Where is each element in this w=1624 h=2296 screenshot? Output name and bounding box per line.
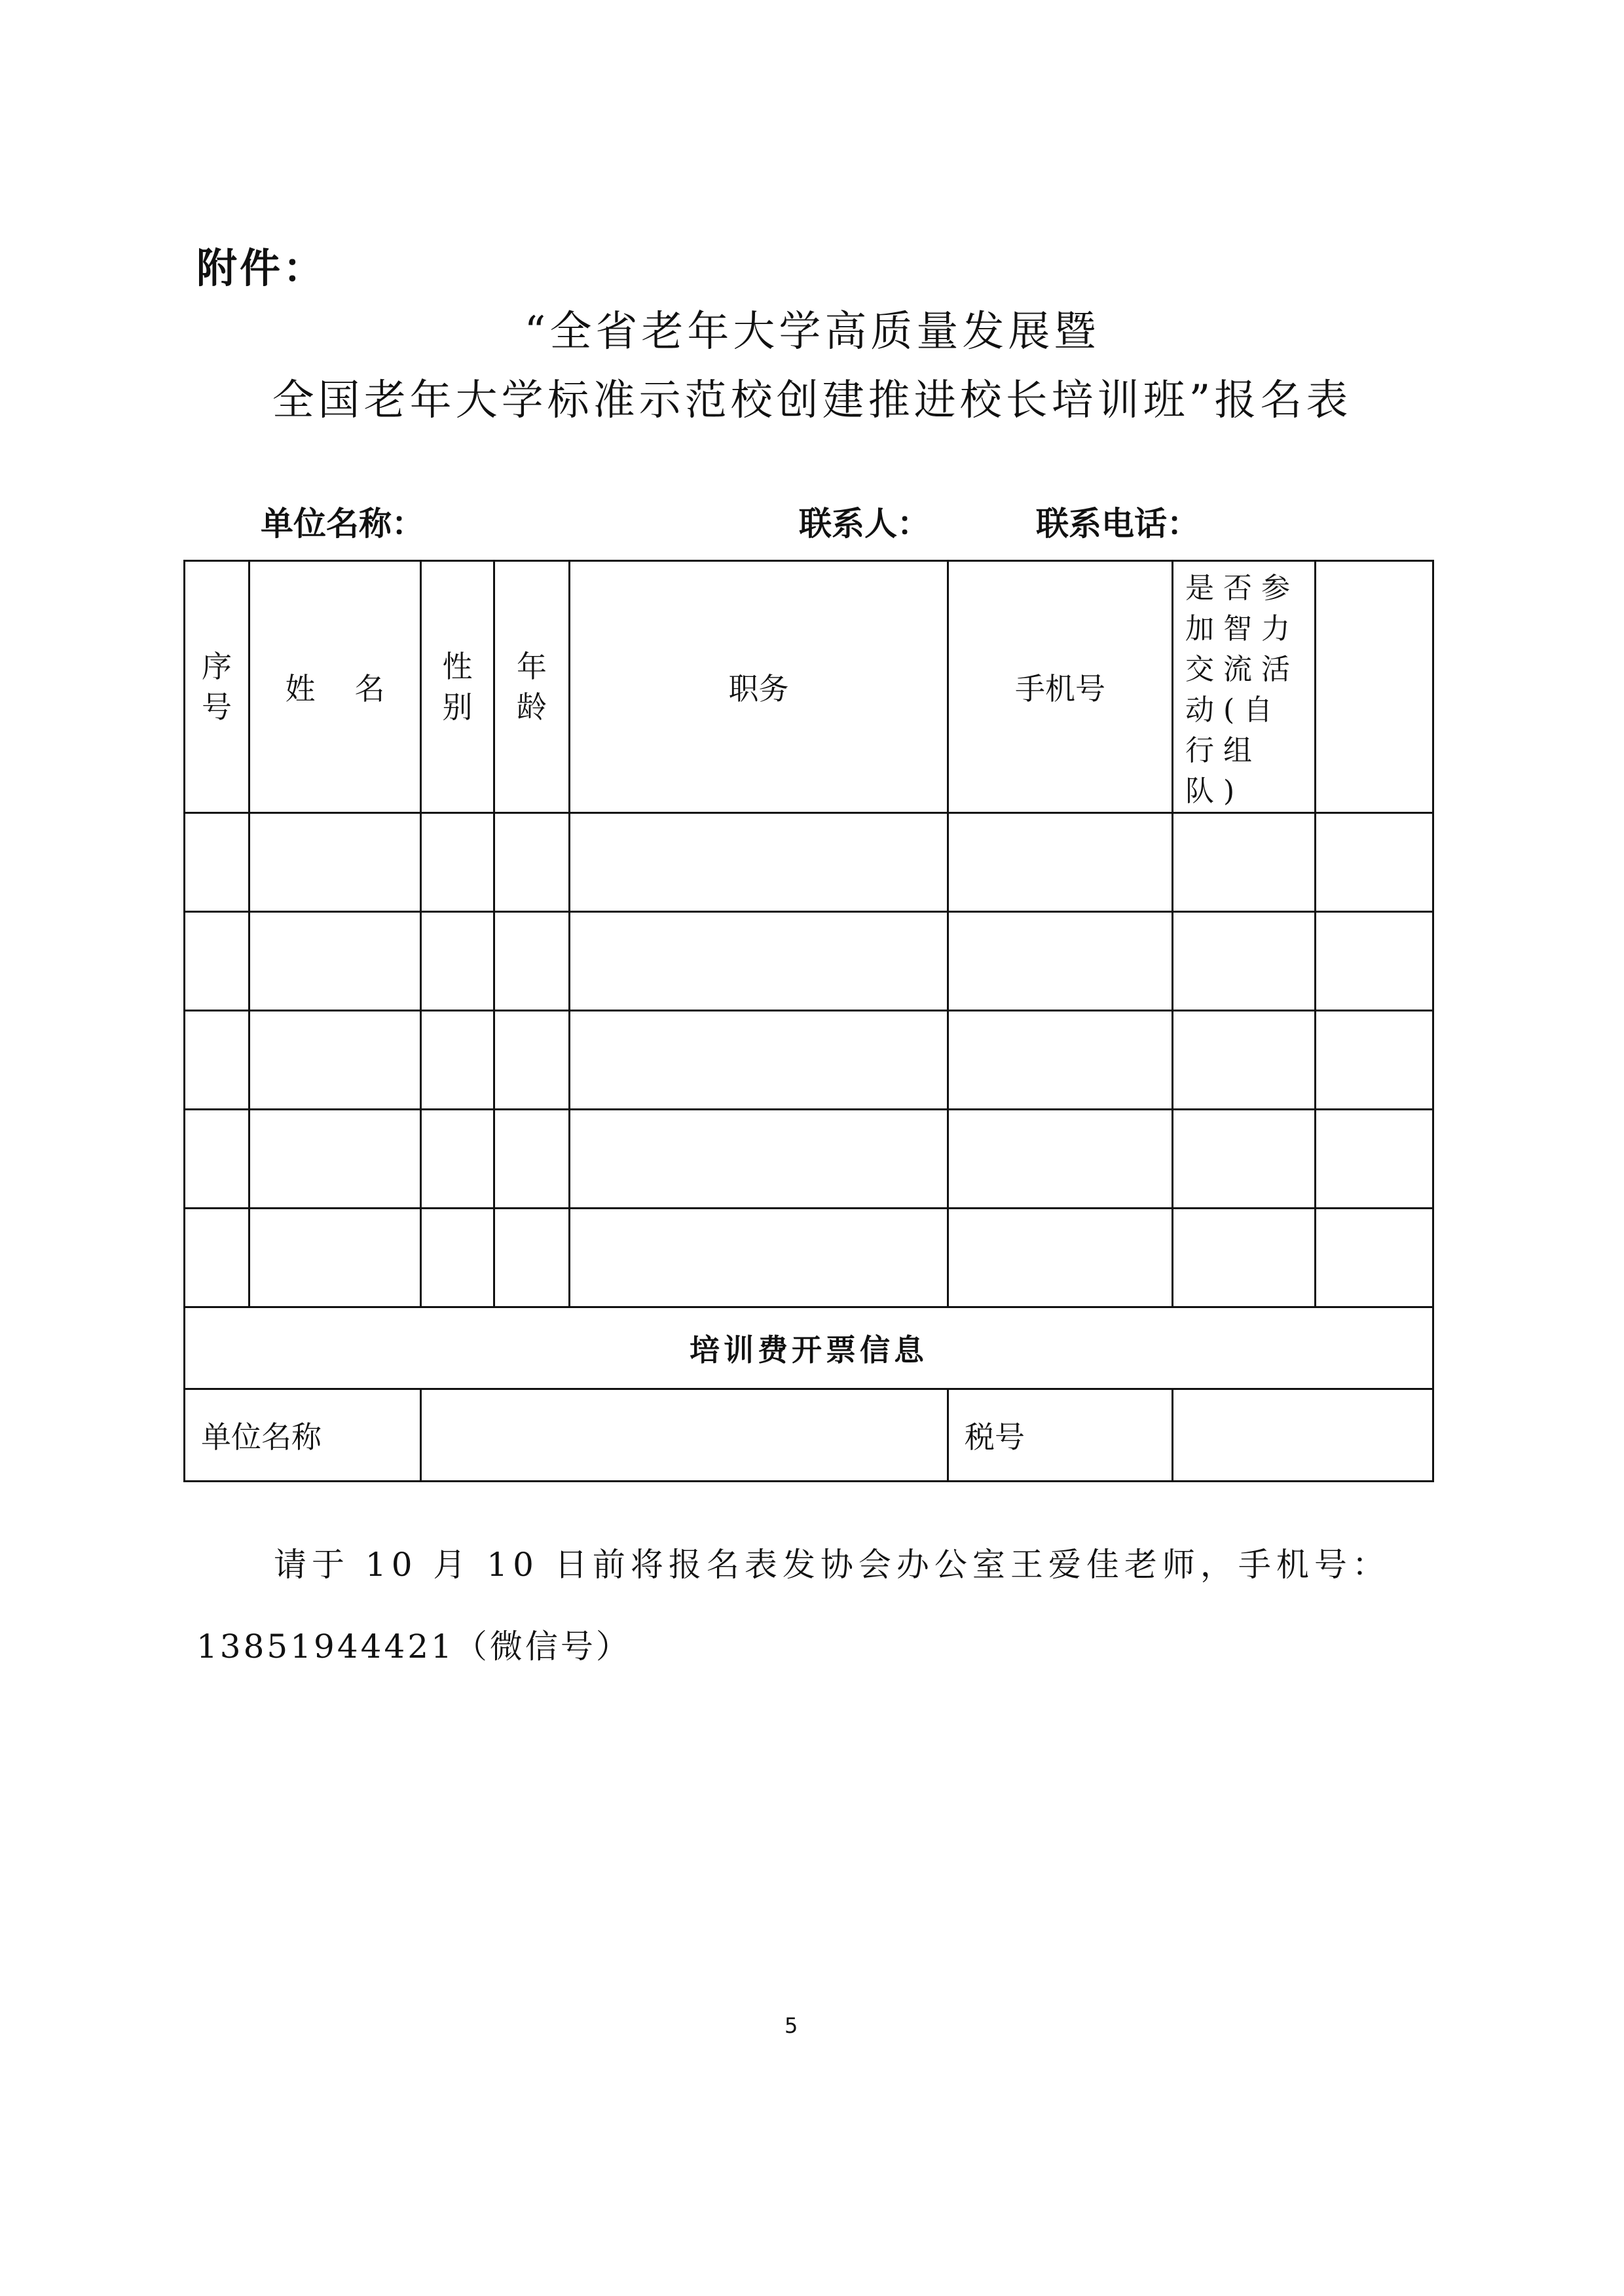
invoice-tax-value[interactable] bbox=[1173, 1389, 1433, 1482]
cell-name[interactable] bbox=[249, 912, 421, 1011]
cell-position[interactable] bbox=[570, 1011, 948, 1110]
cell-seq[interactable] bbox=[185, 1209, 249, 1307]
submission-note-line-2: 13851944421（微信号） bbox=[196, 1628, 631, 1666]
cell-seq[interactable] bbox=[185, 912, 249, 1011]
invoice-row bbox=[185, 1389, 1433, 1482]
cell-activity[interactable] bbox=[1173, 912, 1316, 1011]
header-gender bbox=[421, 561, 494, 813]
page-number: 5 bbox=[784, 2013, 798, 2038]
header-name-text: 姓名 bbox=[285, 671, 424, 706]
table-row bbox=[185, 912, 1433, 1011]
cell-seq[interactable] bbox=[185, 1110, 249, 1209]
cell-position[interactable] bbox=[570, 1110, 948, 1209]
table-row bbox=[185, 1011, 1433, 1110]
cell-name[interactable] bbox=[249, 813, 421, 912]
cell-mobile[interactable] bbox=[948, 1110, 1173, 1209]
invoice-section-title: 培训费开票信息 bbox=[185, 1307, 1433, 1389]
table-row bbox=[185, 1110, 1433, 1209]
cell-age[interactable] bbox=[494, 912, 570, 1011]
cell-extra[interactable] bbox=[1316, 1011, 1433, 1110]
title-line-2: 全国老年大学标准示范校创建推进校长培训班”报名表 bbox=[272, 376, 1352, 425]
header-gender-text: 性别 bbox=[442, 649, 473, 725]
cell-gender[interactable] bbox=[421, 1011, 494, 1110]
cell-mobile[interactable] bbox=[948, 1011, 1173, 1110]
invoice-tax-label: 税号 bbox=[948, 1389, 1173, 1482]
header-extra bbox=[1316, 561, 1433, 813]
unit-name-label: 单位名称： bbox=[261, 505, 424, 543]
cell-extra[interactable] bbox=[1316, 1209, 1433, 1307]
cell-activity[interactable] bbox=[1173, 813, 1316, 912]
invoice-unit-value[interactable] bbox=[421, 1389, 948, 1482]
header-name bbox=[249, 561, 424, 813]
title-line-1: “全省老年大学高质量发展暨 bbox=[524, 308, 1100, 356]
registration-table bbox=[183, 560, 1434, 1482]
cell-position[interactable] bbox=[570, 912, 948, 1011]
header-mobile: 手机号 bbox=[948, 561, 1173, 813]
cell-mobile[interactable] bbox=[948, 1209, 1173, 1307]
cell-age[interactable] bbox=[494, 1011, 570, 1110]
cell-mobile[interactable] bbox=[948, 912, 1173, 1011]
header-activity: 是否参加智力交流活动(自行组队) bbox=[1173, 561, 1316, 813]
header-seq-text: 序号 bbox=[202, 649, 232, 725]
invoice-unit-label: 单位名称 bbox=[185, 1389, 421, 1482]
cell-seq[interactable] bbox=[185, 813, 249, 912]
header-age bbox=[494, 561, 570, 813]
cell-age[interactable] bbox=[494, 813, 570, 912]
contact-phone-label: 联系电话： bbox=[1036, 505, 1200, 543]
header-age-text: 年龄 bbox=[517, 649, 547, 725]
submission-note-line-1: 请于 10 月 10 日前将报名表发协会办公室王爱佳老师，手机号： bbox=[274, 1546, 1390, 1584]
header-position: 职务 bbox=[570, 561, 948, 813]
contact-person-label: 联系人： bbox=[799, 505, 930, 543]
cell-gender[interactable] bbox=[421, 912, 494, 1011]
cell-activity[interactable] bbox=[1173, 1110, 1316, 1209]
cell-position[interactable] bbox=[570, 813, 948, 912]
cell-name[interactable] bbox=[249, 1209, 421, 1307]
cell-extra[interactable] bbox=[1316, 1110, 1433, 1209]
cell-gender[interactable] bbox=[421, 1209, 494, 1307]
cell-extra[interactable] bbox=[1316, 912, 1433, 1011]
header-seq bbox=[185, 561, 249, 813]
table-row bbox=[185, 1209, 1433, 1307]
cell-gender[interactable] bbox=[421, 1110, 494, 1209]
cell-gender[interactable] bbox=[421, 813, 494, 912]
attachment-label: 附件： bbox=[196, 244, 327, 292]
cell-age[interactable] bbox=[494, 1209, 570, 1307]
cell-name[interactable] bbox=[249, 1011, 421, 1110]
cell-name[interactable] bbox=[249, 1110, 421, 1209]
cell-activity[interactable] bbox=[1173, 1011, 1316, 1110]
cell-age[interactable] bbox=[494, 1110, 570, 1209]
cell-position[interactable] bbox=[570, 1209, 948, 1307]
cell-seq[interactable] bbox=[185, 1011, 249, 1110]
cell-mobile[interactable] bbox=[948, 813, 1173, 912]
invoice-section-row bbox=[185, 1307, 1433, 1389]
cell-activity[interactable] bbox=[1173, 1209, 1316, 1307]
table-row bbox=[185, 813, 1433, 912]
cell-extra[interactable] bbox=[1316, 813, 1433, 912]
table-header-row bbox=[185, 561, 1433, 813]
